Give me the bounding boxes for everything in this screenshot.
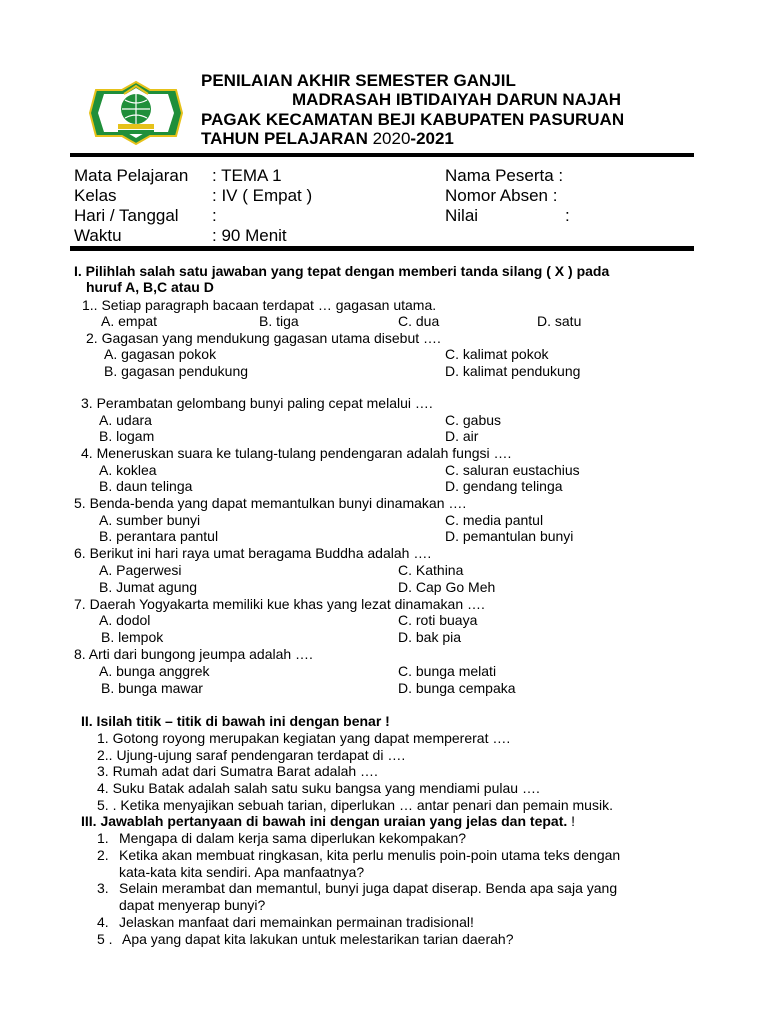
fill-item-4: 4. Suku Batak adalah salah satu suku bangsa yang mendiami pulau …. <box>97 780 540 796</box>
time-label: Waktu <box>74 226 122 245</box>
exam-title: PENILAIAN AKHIR SEMESTER GANJIL <box>201 71 516 90</box>
option-3d: D. air <box>445 428 479 444</box>
option-4a: A. koklea <box>99 462 157 478</box>
question-2: 2. Gagasan yang mendukung gagasan utama disebut …. <box>86 330 441 346</box>
question-1: 1.. Setiap paragraph bacaan terdapat … gagasan utama. <box>82 297 437 313</box>
option-5d: D. pemantulan bunyi <box>445 528 574 544</box>
option-3c: C. gabus <box>445 412 502 428</box>
subject-value: : TEMA 1 <box>212 166 282 185</box>
school-name: MADRASAH IBTIDAIYAH DARUN NAJAH <box>292 90 621 109</box>
essay-question-4: Jelaskan manfaat dari memainkan permainan tradisional! <box>119 914 474 930</box>
essay-number-3: 3. <box>97 880 109 896</box>
option-5a: A. sumber bunyi <box>99 512 201 528</box>
option-1d: D. satu <box>537 313 582 329</box>
header-divider <box>70 153 694 157</box>
option-1c: C. dua <box>398 313 440 329</box>
section-1-title: I. Pilihlah salah satu jawaban yang tepat dengan memberi tanda silang ( X ) pada <box>74 263 610 279</box>
option-4d: D. gendang telinga <box>445 478 563 494</box>
essay-number-2: 2. <box>97 847 109 863</box>
time-value: : 90 Menit <box>212 226 287 245</box>
subject-label: Mata Pelajaran <box>74 166 189 185</box>
option-2c: C. kalimat pokok <box>445 346 549 362</box>
fill-item-5: 5. . Ketika menyajikan sebuah tarian, diperlukan … antar penari dan pemain musik. <box>97 797 613 813</box>
option-3b: B. logam <box>99 428 155 444</box>
option-6b: B. Jumat agung <box>99 579 198 595</box>
option-4c: C. saluran eustachius <box>445 462 580 478</box>
date-label: Hari / Tanggal <box>74 206 179 225</box>
option-6d: D. Cap Go Meh <box>398 579 496 595</box>
score-colon: : <box>565 206 570 225</box>
essay-question-2-cont: kata-kata kita sendiri. Apa manfaatnya? <box>119 864 365 880</box>
option-8d: D. bunga cempaka <box>398 680 516 696</box>
question-7: 7. Daerah Yogyakarta memiliki kue khas yang lezat dinamakan …. <box>74 596 485 612</box>
question-5: 5. Benda-benda yang dapat memantulkan bunyi dinamakan …. <box>74 495 467 511</box>
class-value: : IV ( Empat ) <box>212 186 313 205</box>
question-4: 4. Meneruskan suara ke tulang-tulang pendengaran adalah fungsi …. <box>81 445 512 461</box>
option-7b: B. lempok <box>101 629 164 645</box>
option-6c: C. Kathina <box>398 562 464 578</box>
section-3-title: III. Jawablah pertanyaan di bawah ini dengan uraian yang jelas dan tepat. ! <box>81 813 576 829</box>
essay-question-1: Mengapa di dalam kerja sama diperlukan kekompakan? <box>119 830 467 846</box>
section-1-title-cont: huruf A, B,C atau D <box>86 279 214 295</box>
essay-question-5: Apa yang dapat kita lakukan untuk melestarikan tarian daerah? <box>122 931 514 947</box>
question-3: 3. Perambatan gelombang bunyi paling cepat melalui …. <box>81 395 433 411</box>
fill-item-2: 2.. Ujung-ujung saraf pendengaran terdapat di …. <box>97 747 406 763</box>
date-value: : <box>212 206 217 225</box>
section-2-title: II. Isilah titik – titik di bawah ini dengan benar ! <box>81 713 390 729</box>
essay-number-1: 1. <box>97 830 109 846</box>
option-5b: B. perantara pantul <box>99 528 219 544</box>
fill-item-3: 3. Rumah adat dari Sumatra Barat adalah …. <box>97 763 378 779</box>
option-1a: A. empat <box>101 313 158 329</box>
option-5c: C. media pantul <box>445 512 544 528</box>
option-8b: B. bunga mawar <box>101 680 203 696</box>
option-8c: C. bunga melati <box>398 663 497 679</box>
option-3a: A. udara <box>99 412 152 428</box>
essay-question-3-cont: dapat menyerap bunyi? <box>119 897 266 913</box>
option-8a: A. bunga anggrek <box>99 663 210 679</box>
essay-question-3: Selain merambat dan memantul, bunyi juga dapat diserap. Benda apa saja yang <box>119 880 618 896</box>
ministry-religious-affairs-emblem-icon <box>88 80 184 146</box>
option-2d: D. kalimat pendukung <box>445 363 581 379</box>
option-7d: D. bak pia <box>398 629 462 645</box>
option-6a: A. Pagerwesi <box>99 562 182 578</box>
fill-item-1: 1. Gotong royong merupakan kegiatan yang dapat mempererat …. <box>97 730 511 746</box>
essay-question-2: Ketika akan membuat ringkasan, kita perlu menulis poin-poin utama teks dengan <box>119 847 621 863</box>
essay-number-4: 4. <box>97 914 109 930</box>
participant-name-label: Nama Peserta : <box>445 166 564 185</box>
score-label: Nilai <box>445 206 479 225</box>
option-1b: B. tiga <box>259 313 299 329</box>
school-address: PAGAK KECAMATAN BEJI KABUPATEN PASURUAN <box>201 110 625 129</box>
option-2b: B. gagasan pendukung <box>104 363 249 379</box>
essay-number-5: 5 . <box>97 931 113 947</box>
option-2a: A. gagasan pokok <box>104 346 217 362</box>
class-label: Kelas <box>74 186 117 205</box>
option-7c: C. roti buaya <box>398 612 478 628</box>
academic-year: TAHUN PELAJARAN 2020-2021 <box>201 129 454 148</box>
question-6: 6. Berikut ini hari raya umat beragama Buddha adalah …. <box>74 545 432 561</box>
info-divider <box>70 246 694 251</box>
option-4b: B. daun telinga <box>99 478 193 494</box>
option-7a: A. dodol <box>99 612 151 628</box>
attendance-number-label: Nomor Absen : <box>445 186 558 205</box>
question-8: 8. Arti dari bungong jeumpa adalah …. <box>74 646 313 662</box>
